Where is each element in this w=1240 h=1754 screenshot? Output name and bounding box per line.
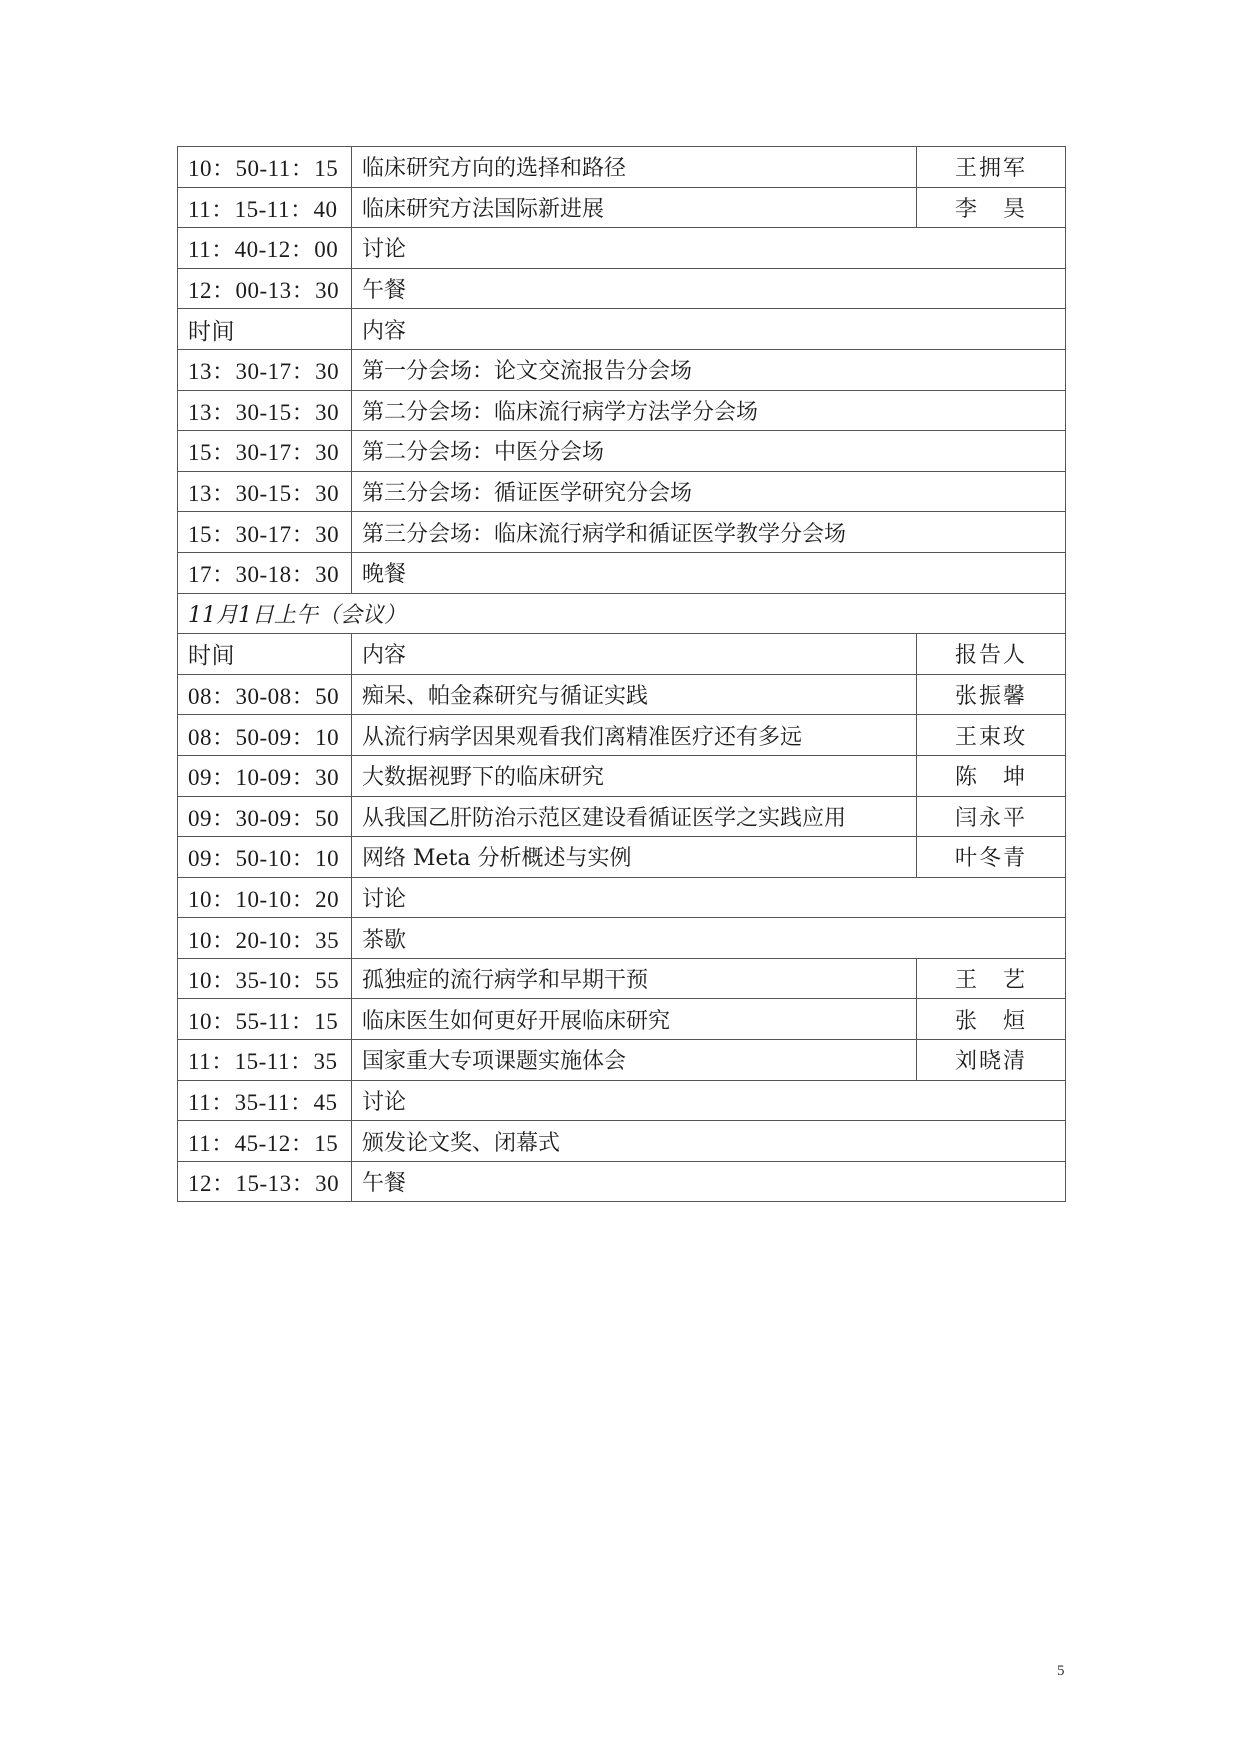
content-cell: 临床研究方向的选择和路径 [352,147,917,188]
time-cell: 11：45-12：15 [178,1121,352,1162]
content-cell: 第二分会场：中医分会场 [352,431,1066,472]
time-cell: 15：30-17：30 [178,512,352,553]
table-row [178,796,1066,837]
time-cell: 17：30-18：30 [178,552,352,593]
table-row [178,147,1066,188]
speaker-cell: 李 昊 [917,187,1066,228]
time-cell: 08：30-08：50 [178,674,352,715]
content-cell: 讨论 [352,1080,1066,1121]
time-cell: 12：00-13：30 [178,268,352,309]
time-header: 时间 [178,634,352,675]
time-cell: 13：30-15：30 [178,471,352,512]
time-cell: 15：30-17：30 [178,431,352,472]
table-row [178,552,1066,593]
time-cell: 10：10-10：20 [178,877,352,918]
table-row [178,1121,1066,1162]
content-cell: 午餐 [352,1161,1066,1202]
speaker-cell: 刘晓清 [917,1040,1066,1081]
time-cell: 10：20-10：35 [178,918,352,959]
content-cell: 网络 Meta 分析概述与实例 [352,837,917,878]
speaker-cell: 王 艺 [917,958,1066,999]
content-cell: 第三分会场：临床流行病学和循证医学教学分会场 [352,512,1066,553]
speaker-cell: 王束玫 [917,715,1066,756]
content-cell: 午餐 [352,268,1066,309]
table-row [178,755,1066,796]
table-row [178,471,1066,512]
table-row [178,999,1066,1040]
header-row [178,634,1066,675]
speaker-cell: 闫永平 [917,796,1066,837]
time-cell: 10：35-10：55 [178,958,352,999]
content-cell: 痴呆、帕金森研究与循证实践 [352,674,917,715]
time-cell: 09：30-09：50 [178,796,352,837]
time-cell: 13：30-15：30 [178,390,352,431]
content-cell: 大数据视野下的临床研究 [352,755,917,796]
content-cell: 临床医生如何更好开展临床研究 [352,999,917,1040]
speaker-header: 报告人 [917,634,1066,675]
content-cell: 讨论 [352,228,1066,269]
content-cell: 晚餐 [352,552,1066,593]
time-cell: 13：30-17：30 [178,349,352,390]
table-row [178,1161,1066,1202]
speaker-cell: 叶冬青 [917,837,1066,878]
table-row [178,715,1066,756]
header-row [178,309,1066,350]
time-cell: 10：55-11：15 [178,999,352,1040]
agenda-table [177,146,1066,1202]
speaker-cell: 张振馨 [917,674,1066,715]
speaker-cell: 陈 坤 [917,755,1066,796]
content-cell: 从我国乙肝防治示范区建设看循证医学之实践应用 [352,796,917,837]
table-row [178,877,1066,918]
time-header: 时间 [178,309,352,350]
time-cell: 11：40-12：00 [178,228,352,269]
table-row [178,674,1066,715]
section-title-row [178,593,1066,634]
table-row [178,228,1066,269]
content-cell: 临床研究方法国际新进展 [352,187,917,228]
time-cell: 09：50-10：10 [178,837,352,878]
time-cell: 11：35-11：45 [178,1080,352,1121]
section-title: 11月1日上午（会议） [178,593,1066,634]
time-cell: 12：15-13：30 [178,1161,352,1202]
time-cell: 09：10-09：30 [178,755,352,796]
table-row [178,918,1066,959]
content-cell: 茶歇 [352,918,1066,959]
content-cell: 第一分会场：论文交流报告分会场 [352,349,1066,390]
table-row [178,187,1066,228]
content-cell: 从流行病学因果观看我们离精准医疗还有多远 [352,715,917,756]
content-cell: 孤独症的流行病学和早期干预 [352,958,917,999]
content-cell: 第二分会场：临床流行病学方法学分会场 [352,390,1066,431]
table-row [178,431,1066,472]
time-cell: 11：15-11：40 [178,187,352,228]
table-row [178,349,1066,390]
time-cell: 08：50-09：10 [178,715,352,756]
content-header: 内容 [352,634,917,675]
page-number: 5 [1057,1663,1065,1679]
speaker-cell: 张 烜 [917,999,1066,1040]
content-cell: 第三分会场：循证医学研究分会场 [352,471,1066,512]
time-cell: 10：50-11：15 [178,147,352,188]
table-row [178,390,1066,431]
content-cell: 讨论 [352,877,1066,918]
table-row [178,1080,1066,1121]
table-row [178,958,1066,999]
speaker-cell: 王拥军 [917,147,1066,188]
table-row [178,837,1066,878]
table-row [178,268,1066,309]
table-row [178,512,1066,553]
content-cell: 国家重大专项课题实施体会 [352,1040,917,1081]
time-cell: 11：15-11：35 [178,1040,352,1081]
content-header: 内容 [352,309,1066,350]
table-row [178,1040,1066,1081]
content-cell: 颁发论文奖、闭幕式 [352,1121,1066,1162]
